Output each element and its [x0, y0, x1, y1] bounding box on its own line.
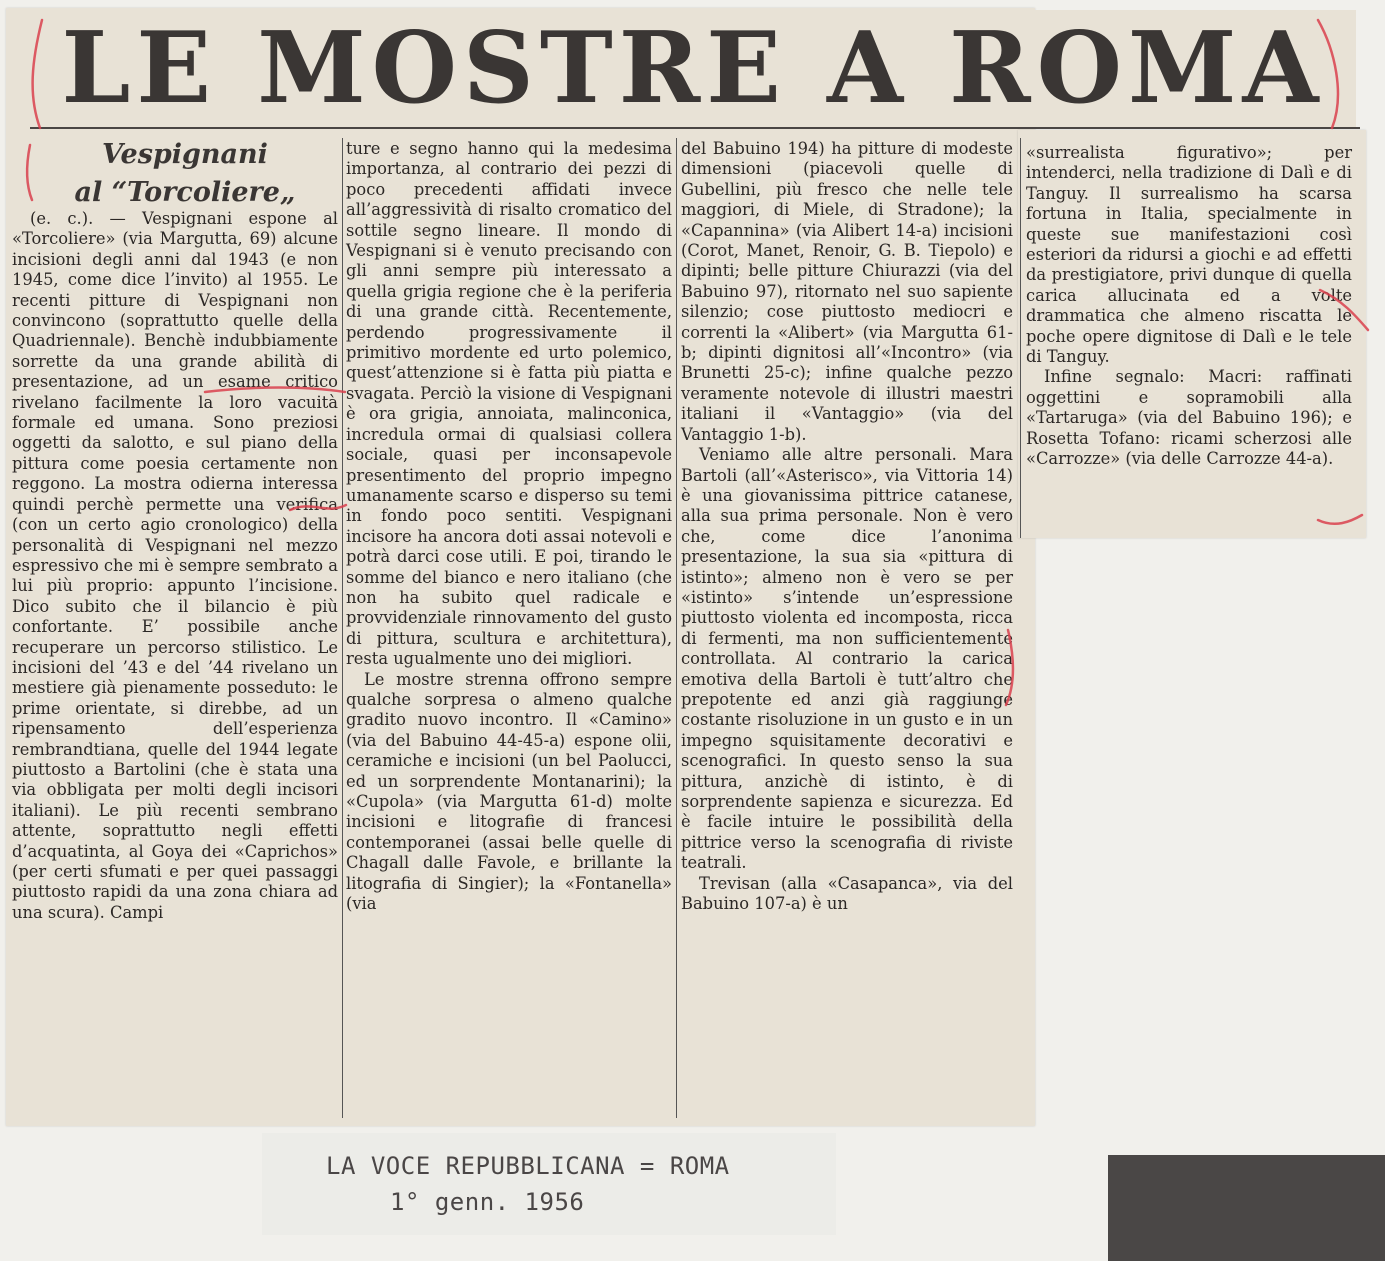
headline: LE MOSTRE A ROMA: [61, 11, 1325, 126]
text-column-3: [681, 139, 1013, 914]
column-rule-1: [342, 138, 343, 1118]
paragraph: «surrealista figurativo»; per intenderci, nella tradizione di Dalì e di Tanguy. Il surrealismo ha scarsa fortuna in Italia, specialmente in queste sue manifestazioni così esteriori da ridursi a giochi e ad effetti da prestigiatore, privi dunque di quella carica allucinata ed a volte drammatica che almeno riscatta le poche opere dignitose di Dalì e le tele di Tanguy.: [1026, 143, 1352, 367]
paragraph: Trevisan (alla «Casapanca», via del Babuino 107-a) è un: [681, 873, 1013, 914]
text-column-1: [12, 209, 338, 923]
headline-rule: [30, 127, 1360, 129]
source-label: [262, 1133, 836, 1235]
text-column-4: [1026, 143, 1352, 470]
column-rule-3: [1020, 138, 1021, 538]
source-publication: LA VOCE REPUBBLICANA = ROMA: [326, 1152, 730, 1180]
paragraph: del Babuino 194) ha pitture di modeste dimensioni (piacevoli quelle di Gubellini, più fresco che nelle tele maggiori, di Miele, di Stradone); la «Capannina» (via Alibert 14-a) incisioni (Corot, Manet, Renoir, G. B. Tiepolo) e dipinti; belle pitture Chiurazzi (via del Babuino 97), ritornato nel suo sapiente silenzio; cose piuttosto mediocri e correnti la «Alibert» (via Margutta 61-b; dipinti dignitosi all’«Incontro» (via Brunetti 25-c); infine qualche pezzo veramente notevole di illustri maestri italiani il «Vantaggio» (via del Vantaggio 1-b).: [681, 139, 1013, 444]
headline-area: [30, 10, 1356, 128]
paragraph: (e. c.). — Vespignani espone al «Torcoliere» (via Margutta, 69) alcune incisioni degli anni dal 1943 (e non 1945, come dice l’invito) al 1955. Le recenti pitture di Vespignani non convincono (soprattutto quelle della Quadriennale). Benchè indubbiamente sorrette da una grande abilità di presentazione, ad un esame critico rivelano facilmente la loro vacuità formale ed umana. Sono preziosi oggetti da salotto, e sul piano della pittura come poesia certamente non reggono. La mostra odierna interessa quindi perchè permette una verifica (con un certo agio cronologico) della personalità di Vespignani nel mezzo espressivo che mi è sempre sembrato a lui più proprio: appunto l’incisione. Dico subito che il bilancio è più confortante. E’ possibile anche recuperare un percorso stilistico. Le incisioni del ’43 e del ’44 rivelano un mestiere già pienamente posseduto: le prime orientate, si direbbe, ad un ripensamento dell’esperienza rembrandtiana, quelle del 1944 legate piuttosto a Bartolini (che è stata una via obbligata per molti degli incisori italiani). Le più recenti sembrano attente, soprattutto negli effetti d’acquatinta, al Goya dei «Caprichos» (per certi sfumati e per quei passaggi piuttosto rapidi da una zona chiara ad una scura). Campi: [12, 209, 338, 922]
text-column-2: [346, 139, 672, 914]
article-subhead: [40, 136, 330, 212]
paragraph: ture e segno hanno qui la medesima importanza, al contrario dei pezzi di poco precedenti affidati invece all’aggressività di risalto cromatico del sottile segno lineare. Il mondo di Vespignani si è venuto precisando con gli anni sempre più interessato a quella grigia regione che è la periferia di una grande città. Recentemente, perdendo progressivamente il primitivo mordente ed urto polemico, quest’attenzione si è fatta più piatta e svagata. Perciò la visione di Vespignani è ora grigia, annoiata, malinconica, incredula ormai di qualsiasi collera sociale, quasi per inconsapevole presentimento del proprio impegno umanamente scarso e disperso su temi in fondo poco sentiti. Vespignani incisore ha ancora doti assai notevoli e potrà darci cose utili. E poi, tirando le somme del bianco e nero italiano (che non ha subito quel radicale e provvidenziale rinnovamento del gusto di pittura, scultura e architettura), resta ugualmente uno dei migliori.: [346, 139, 672, 669]
source-date: 1° genn. 1956: [390, 1188, 585, 1216]
column-rule-2: [676, 138, 677, 1118]
subhead-line-2: al “Torcoliere„: [74, 177, 296, 208]
dark-backing-block: [1108, 1155, 1385, 1261]
paragraph: Veniamo alle altre personali. Mara Bartoli (all’«Asterisco», via Vittoria 14) è una giovanissima pittrice catanese, alla sua prima personale. Non è vero che, come dice l’anonima presentazione, la sua sia «pittura di istinto»; almeno non è vero se per «istinto» s’intende un’espressione piuttosto violenta ed incomposta, ricca di fermenti, ma non sufficientemente controllata. Al contrario la carica emotiva della Bartoli è tutt’altro che prepotente ed anzi già raggiunge costante risoluzione in un gusto e in un impegno squisitamente decorativi e scenografici. In questo senso la sua pittura, anzichè di istinto, è di sorprendente sapienza e sicurezza. Ed è facile intuire le possibilità della pittrice verso la scenografia di riviste teatrali.: [681, 445, 1013, 873]
paragraph: Le mostre strenna offrono sempre qualche sorpresa o almeno qualche gradito nuovo incontro. Il «Camino» (via del Babuino 44-45-a) espone olii, ceramiche e incisioni (un bel Paolucci, ed un sorprendente Montanarini); la «Cupola» (via Margutta 61-d) molte incisioni e litografie di francesi contemporanei (assai belle quelle di Chagall dalle Favole, e brillante la litografia di Singier); la «Fontanella» (via: [346, 669, 672, 914]
paragraph: Infine segnalo: Macri: raffinati oggettini e sopramobili alla «Tartaruga» (via del Babuino 196); e Rosetta Tofano: ricami scherzosi alle «Carrozze» (via delle Carrozze 44-a).: [1026, 367, 1352, 469]
subhead-line-1: Vespignani: [102, 139, 268, 170]
